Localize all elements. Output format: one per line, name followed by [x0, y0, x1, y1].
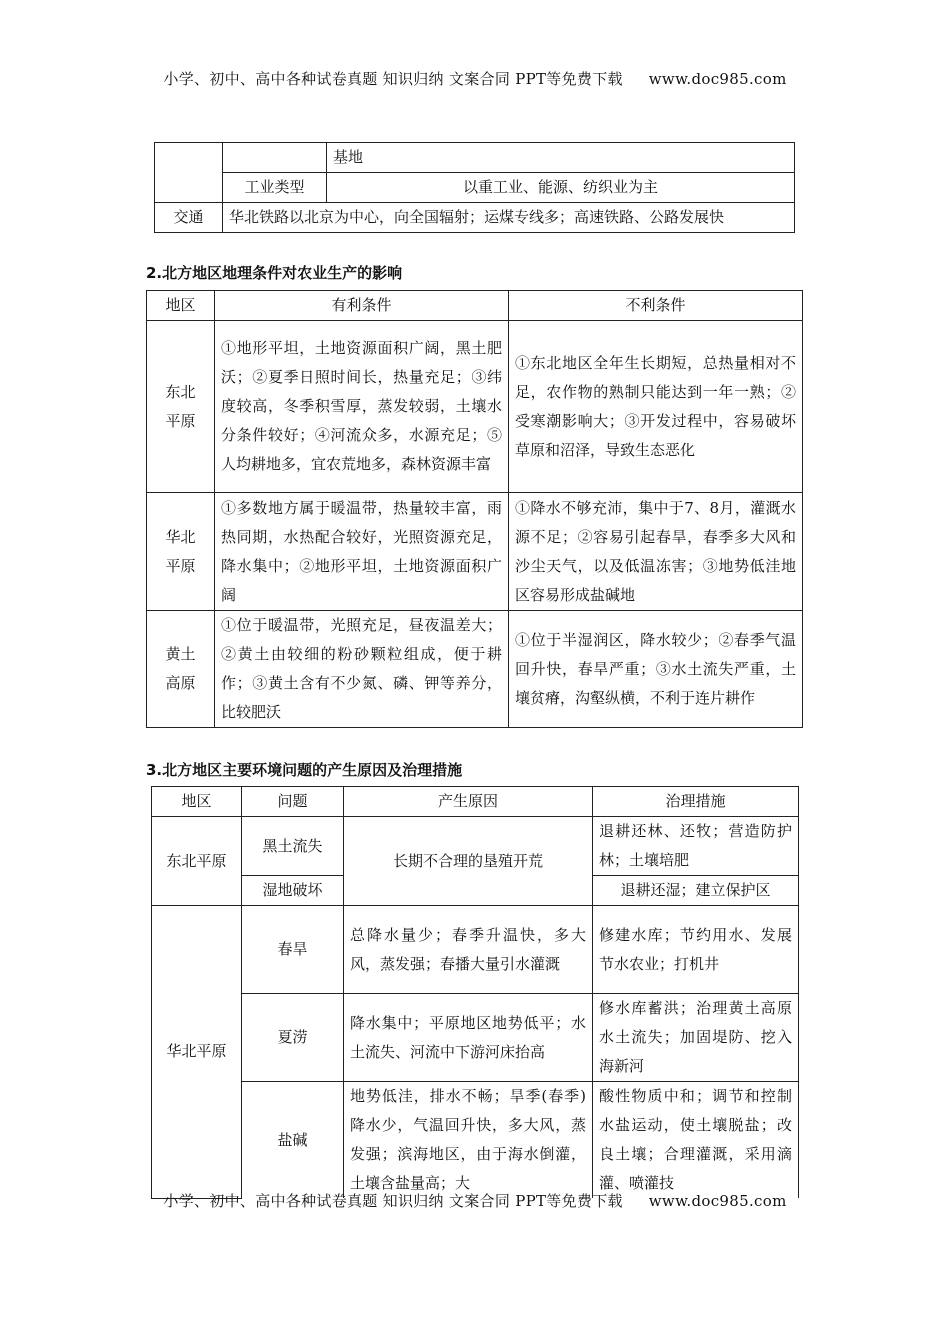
col-header-measure: 治理措施	[593, 787, 799, 817]
header-text: 小学、初中、高中各种试卷真题 知识归纳 文案合同 PPT等免费下载	[163, 70, 623, 88]
transport-value: 华北铁路以北京为中心，向全国辐射；运煤专线多；高速铁路、公路发展快	[223, 203, 795, 233]
table-row	[152, 906, 799, 994]
environment-problems-table	[151, 786, 799, 1199]
region-cell: 华北 平原	[147, 493, 215, 611]
measure-cell: 酸性物质中和；调节和控制水盐运动，使土壤脱盐；改良土壤；合理灌溉，采用滴灌、喷灌技	[593, 1082, 799, 1199]
col-header-problem: 问题	[242, 787, 344, 817]
measure-cell: 退耕还林、还牧；营造防护林；土壤培肥	[593, 817, 799, 876]
table-row	[147, 493, 803, 611]
col-header-region: 地区	[147, 291, 215, 321]
unfavorable-cell: ①东北地区全年生长期短，总热量相对不足，农作物的熟制只能达到一年一熟；②受寒潮影响大；③开发过程中，容易破坏草原和沼泽，导致生态恶化	[509, 321, 803, 493]
cause-cell: 地势低洼，排水不畅；旱季(春季)降水少，气温回升快，多大风，蒸发强；滨海地区，由于海水倒灌，土壤含盐量高；大	[344, 1082, 593, 1199]
table0-empty-cell-2	[223, 143, 327, 173]
table-row	[147, 611, 803, 728]
base-cell: 基地	[327, 143, 795, 173]
unfavorable-cell: ①降水不够充沛，集中于7、8月，灌溉水源不足；②容易引起春旱，春季多大风和沙尘天气，以及低温冻害；③地势低洼地区容易形成盐碱地	[509, 493, 803, 611]
industry-type-value: 以重工业、能源、纺织业为主	[327, 173, 795, 203]
problem-cell: 春旱	[242, 906, 344, 994]
page-header	[0, 68, 950, 89]
transport-label: 交通	[155, 203, 223, 233]
region-cell: 东北 平原	[147, 321, 215, 493]
page-footer	[0, 1190, 950, 1211]
table-row	[152, 817, 799, 876]
cause-cell: 降水集中；平原地区地势低平；水土流失、河流中下游河床抬高	[344, 994, 593, 1082]
measure-cell: 退耕还湿；建立保护区	[593, 876, 799, 906]
col-header-region: 地区	[152, 787, 242, 817]
col-header-cause: 产生原因	[344, 787, 593, 817]
industry-type-label: 工业类型	[223, 173, 327, 203]
col-header-favorable: 有利条件	[215, 291, 509, 321]
col-header-unfavorable: 不利条件	[509, 291, 803, 321]
table-row	[152, 1082, 799, 1199]
region-cell: 华北平原	[152, 906, 242, 1199]
problem-cell: 湿地破坏	[242, 876, 344, 906]
measure-cell: 修建水库；节约用水、发展节水农业；打机井	[593, 906, 799, 994]
problem-cell: 黑土流失	[242, 817, 344, 876]
measure-cell: 修水库蓄洪；治理黄土高原水土流失；加固堤防、挖入海新河	[593, 994, 799, 1082]
problem-cell: 夏涝	[242, 994, 344, 1082]
section2-title: 2.北方地区地理条件对农业生产的影响	[146, 264, 403, 282]
unfavorable-cell: ①位于半湿润区，降水较少；②春季气温回升快，春旱严重；③水土流失严重，土壤贫瘠，沟壑纵横，不利于连片耕作	[509, 611, 803, 728]
agriculture-conditions-table	[146, 290, 803, 728]
table0-empty-cell	[155, 143, 223, 203]
cause-cell: 总降水量少；春季升温快，多大风，蒸发强；春播大量引水灌溉	[344, 906, 593, 994]
region-cell: 东北平原	[152, 817, 242, 906]
industry-transport-table	[154, 142, 795, 233]
footer-text: 小学、初中、高中各种试卷真题 知识归纳 文案合同 PPT等免费下载	[163, 1192, 623, 1210]
header-url: www.doc985.com	[648, 70, 787, 88]
cause-cell: 长期不合理的垦殖开荒	[344, 817, 593, 906]
table-row	[152, 994, 799, 1082]
footer-url: www.doc985.com	[648, 1192, 787, 1210]
section3-title: 3.北方地区主要环境问题的产生原因及治理措施	[146, 761, 463, 779]
region-cell: 黄土 高原	[147, 611, 215, 728]
favorable-cell: ①地形平坦，土地资源面积广阔，黑土肥沃；②夏季日照时间长，热量充足；③纬度较高，冬季积雪厚，蒸发较弱，土壤水分条件较好；④河流众多，水源充足；⑤人均耕地多，宜农荒地多，森林资源丰富	[215, 321, 509, 493]
favorable-cell: ①位于暖温带，光照充足，昼夜温差大；②黄土由较细的粉砂颗粒组成，便于耕作；③黄土含有不少氮、磷、钾等养分，比较肥沃	[215, 611, 509, 728]
problem-cell: 盐碱	[242, 1082, 344, 1199]
table-row	[147, 321, 803, 493]
favorable-cell: ①多数地方属于暖温带，热量较丰富，雨热同期，水热配合较好，光照资源充足，降水集中；②地形平坦，土地资源面积广阔	[215, 493, 509, 611]
